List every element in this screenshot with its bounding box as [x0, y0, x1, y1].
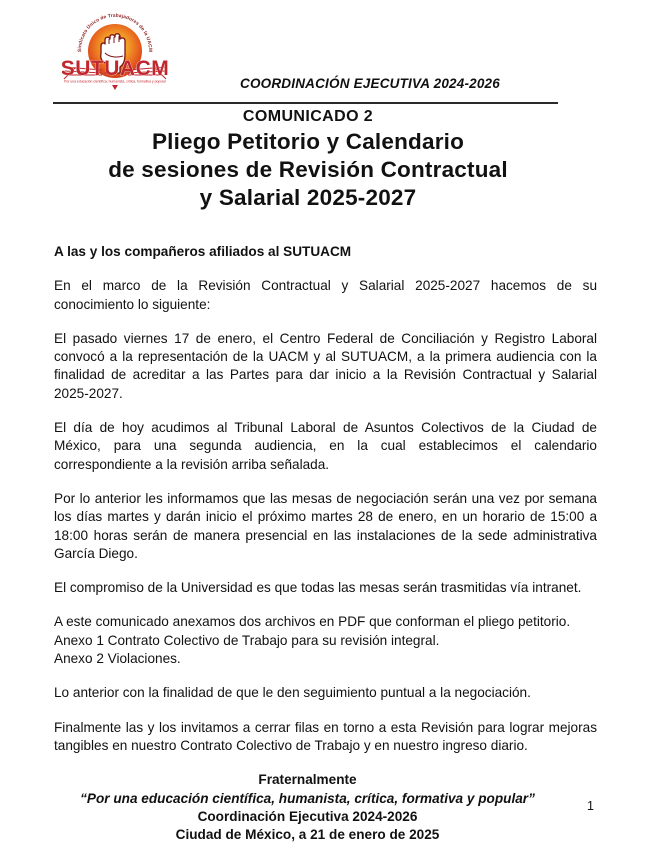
doc-title-line-3: y Salarial 2025-2027: [199, 185, 417, 210]
header-divider-line: [53, 102, 558, 104]
annex-block: [54, 613, 597, 668]
annex-2: Anexo 2 Violaciones.: [54, 651, 181, 667]
page-number: 1: [587, 799, 594, 813]
paragraph-seguimiento: Lo anterior con la finalidad de que le den seguimiento puntual a la negociación.: [54, 685, 531, 701]
logo-arc-text: Sindicato Único de Trabajadores de la UACM: [77, 13, 153, 53]
comunicado-label: COMUNICADO 2: [242, 108, 374, 125]
annex-intro: A este comunicado anexamos dos archivos en PDF que conforman el pliego petitorio.: [54, 614, 571, 630]
paragraph-intranet: El compromiso de la Universidad es que todas las mesas serán trasmitidas vía intranet.: [54, 580, 582, 596]
paragraph-primera-audiencia: El pasado viernes 17 de enero, el Centro Federal de Conciliación y Registro Laboral convocó a la representación de la UACM y al SUTUACM, a la primera audiencia con la finalidad de acreditar a las Partes para dar inicio a la Revisión Contractual y Salarial 2025-2027.: [54, 330, 597, 401]
logo-triangle-icon: [112, 85, 118, 90]
doc-title-line-1: Pliego Petitorio y Calendario: [151, 129, 465, 154]
paragraph-marco: En el marco de la Revisión Contractual y Salarial 2025-2027 hacemos de su conocimiento lo siguiente:: [54, 278, 597, 312]
signature-block: [54, 771, 561, 844]
logo-motto: Por una educación científica, humanista, crítica, formativa y popular: [64, 79, 166, 84]
paragraph-cerrar-filas: Finalmente las y los invitamos a cerrar filas en torno a esta Revisión para lograr mejoras tangibles en nuestro Contrato Colectivo de Trabajo y en nuestro ingreso diario.: [54, 719, 597, 753]
annex-1: Anexo 1 Contrato Colectivo de Trabajo para su revisión integral.: [54, 632, 440, 648]
document-body: [54, 243, 597, 844]
logo-acronym: SUTUACM: [62, 57, 168, 80]
footer-coordinacion: Coordinación Ejecutiva 2024-2026: [197, 808, 418, 824]
footer-motto-quote: “Por una educación científica, humanista, crítica, formativa y popular”: [80, 790, 535, 806]
document-heading: [53, 106, 563, 212]
paragraph-segunda-audiencia: El día de hoy acudimos al Tribunal Laboral de Asuntos Colectivos de la Ciudad de México, para una segunda audiencia, en la cual establecimos el calendario correspondiente a la revisión arriba señalada.: [54, 420, 597, 472]
paragraph-calendario-mesas: Por lo anterior les informamos que las mesas de negociación serán una vez por semana los días martes y darán inicio el próximo martes 28 de enero, en un horario de 15:00 a 18:00 horas serán de manera presencial en las instalaciones de la sede administrativa García Diego.: [54, 490, 597, 561]
header-coordination: COORDINACIÓN EJECUTIVA 2024-2026: [240, 76, 500, 91]
salutation: A las y los compañeros afiliados al SUTUACM: [54, 244, 352, 259]
footer-fraternalmente: Fraternalmente: [258, 772, 357, 788]
doc-title-line-2: de sesiones de Revisión Contractual: [108, 157, 508, 182]
footer-fecha: Ciudad de México, a 21 de enero de 2025: [175, 827, 440, 843]
